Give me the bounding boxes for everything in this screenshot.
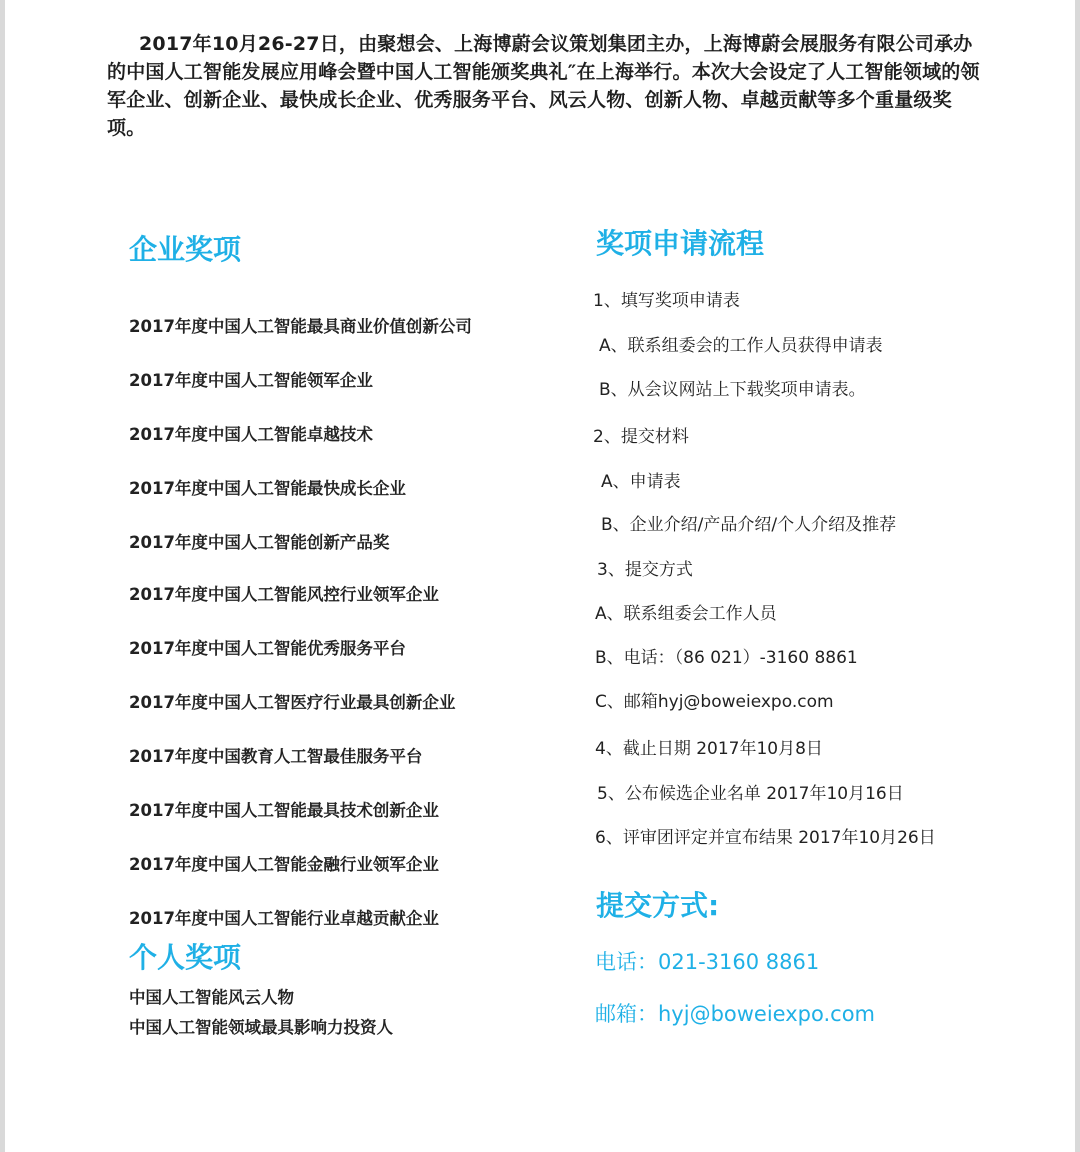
- process-step: A、联系组委会工作人员: [595, 604, 777, 624]
- submit-phone: 电话：021-3160 8861: [595, 950, 820, 974]
- enterprise-award: 2017年度中国人工智能领军企业: [129, 371, 373, 390]
- process-title: 奖项申请流程: [596, 227, 765, 260]
- enterprise-awards-title: 企业奖项: [129, 233, 242, 266]
- process-step: 3、提交方式: [597, 560, 693, 580]
- process-step: 5、公布候选企业名单 2017年10月16日: [597, 784, 904, 804]
- process-step: 1、填写奖项申请表: [593, 291, 740, 311]
- enterprise-award: 2017年度中国人工智能卓越技术: [129, 425, 373, 444]
- intro-paragraph: 2017年10月26-27日，由聚想会、上海博蔚会议策划集团主办，上海博蔚会展服务有限公司承办的中国人工智能发展应用峰会暨中国人工智能颁奖典礼″在上海举行。本次大会设定了人工智能领域的领军企业、创新企业、最快成长企业、优秀服务平台、风云人物、创新人物、卓越贡献等多个重量级奖项。: [107, 33, 980, 139]
- enterprise-award: 2017年度中国人工智能最具技术创新企业: [129, 801, 439, 820]
- enterprise-award: 2017年度中国人工智能最快成长企业: [129, 479, 406, 498]
- page-edge-right: [1075, 0, 1080, 1152]
- process-step: C、邮箱hyj@boweiexpo.com: [595, 692, 834, 712]
- personal-award: 中国人工智能领域最具影响力投资人: [129, 1018, 393, 1037]
- process-step: A、申请表: [601, 472, 681, 492]
- process-step: A、联系组委会的工作人员获得申请表: [599, 336, 883, 356]
- submit-title: 提交方式:: [596, 889, 720, 922]
- enterprise-award: 2017年度中国人工智能风控行业领军企业: [129, 585, 439, 604]
- enterprise-award: 2017年度中国人工智能金融行业领军企业: [129, 855, 439, 874]
- process-step: 2、提交材料: [593, 427, 689, 447]
- process-step: 6、评审团评定并宣布结果 2017年10月26日: [595, 828, 936, 848]
- personal-awards-title: 个人奖项: [129, 941, 242, 974]
- process-step: B、企业介绍/产品介绍/个人介绍及推荐: [601, 515, 897, 535]
- process-step: 4、截止日期 2017年10月8日: [595, 739, 823, 759]
- submit-email: 邮箱：hyj@boweiexpo.com: [595, 1002, 875, 1026]
- enterprise-award: 2017年度中国人工智能优秀服务平台: [129, 639, 406, 658]
- process-step: B、电话：（86 021）-3160 8861: [595, 648, 858, 668]
- personal-award: 中国人工智能风云人物: [129, 988, 294, 1007]
- enterprise-award: 2017年度中国人工智能最具商业价值创新公司: [129, 317, 472, 336]
- enterprise-award: 2017年度中国教育人工智最佳服务平台: [129, 747, 423, 766]
- page-edge-left: [0, 0, 5, 1152]
- enterprise-award: 2017年度中国人工智能行业卓越贡献企业: [129, 909, 439, 928]
- enterprise-award: 2017年度中国人工智医疗行业最具创新企业: [129, 693, 456, 712]
- process-step: B、从会议网站上下载奖项申请表。: [599, 380, 866, 400]
- enterprise-award: 2017年度中国人工智能创新产品奖: [129, 533, 390, 552]
